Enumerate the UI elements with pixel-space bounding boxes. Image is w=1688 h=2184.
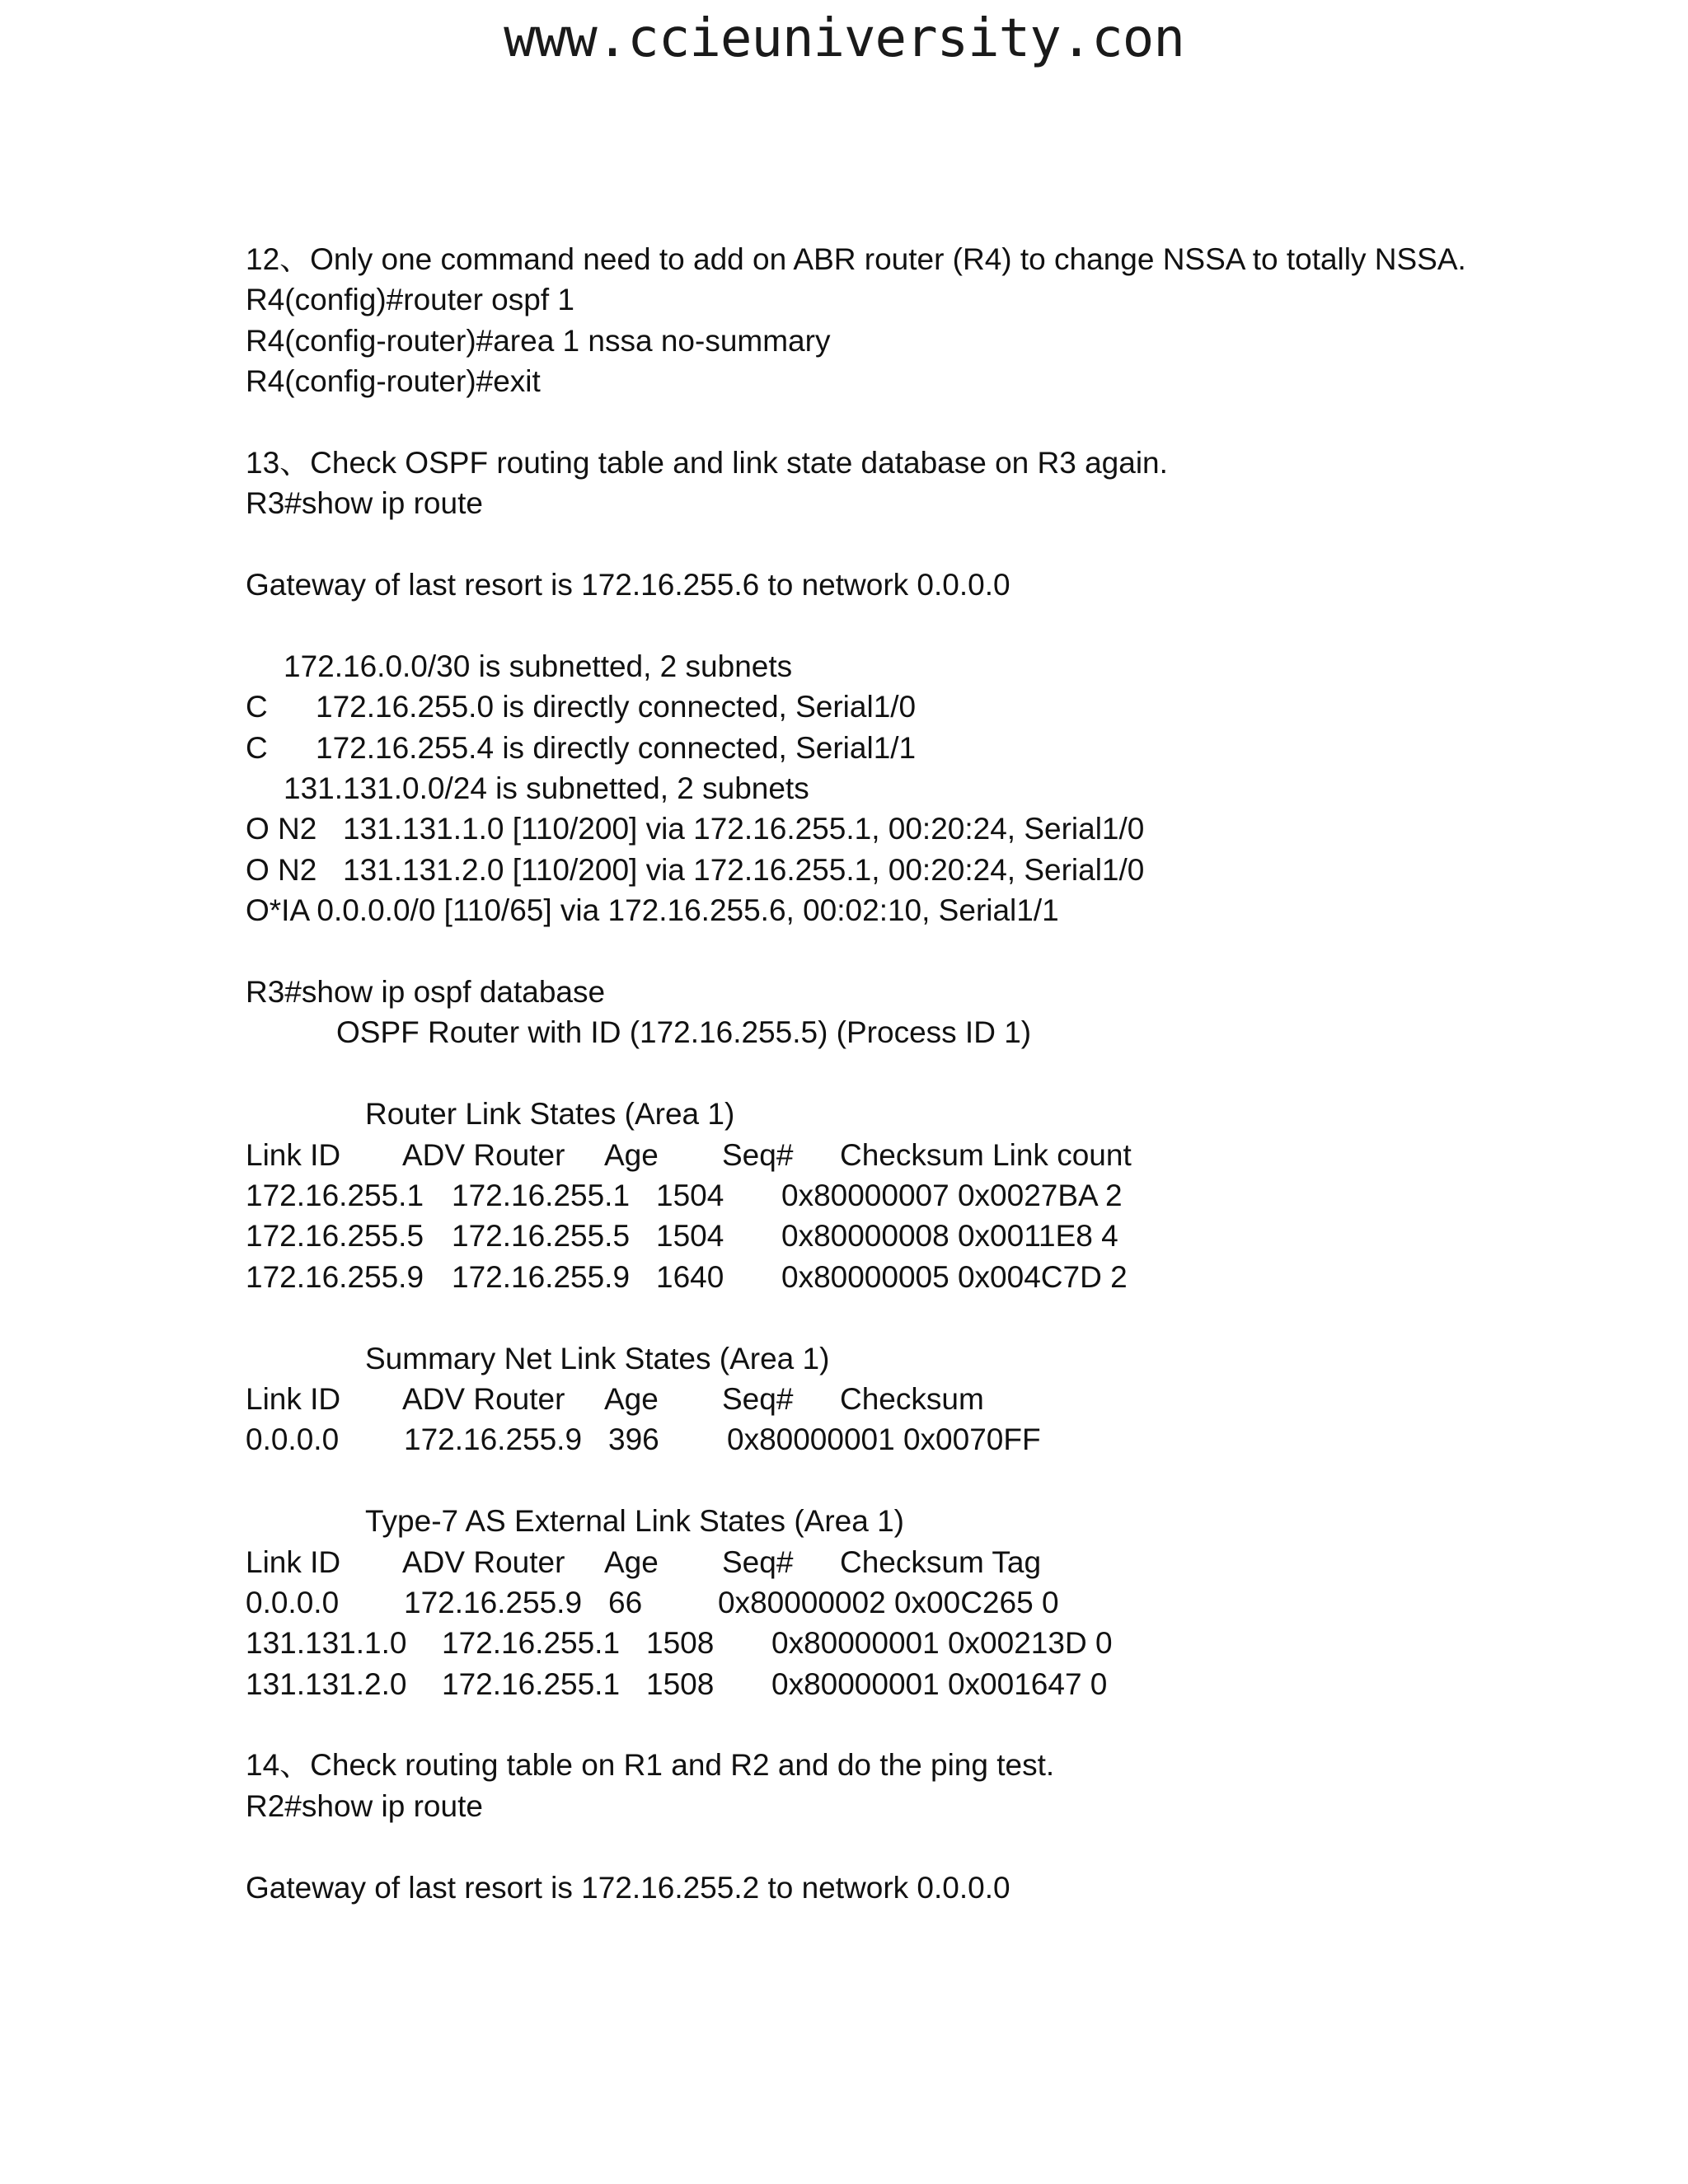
document-body	[246, 239, 1647, 1908]
section-title: Router Link States (Area 1)	[365, 1097, 735, 1132]
column-header: Age	[604, 1381, 659, 1416]
table-cell: 172.16.255.5	[246, 1219, 424, 1254]
table-cell: 172.16.255.1	[442, 1666, 621, 1701]
route-line	[246, 687, 1647, 727]
table-cell: 0.0.0.0	[246, 1422, 340, 1457]
subnet-line: 172.16.0.0/30 is subnetted, 2 subnets	[284, 649, 793, 683]
table-cell: 396	[608, 1422, 659, 1457]
column-header: Seq#	[722, 1137, 794, 1172]
column-header: Checksum Link count	[840, 1137, 1132, 1172]
command-line: R3#show ip route	[246, 486, 483, 521]
route-line	[246, 808, 1647, 849]
table-cell: 1508	[646, 1626, 715, 1661]
table-cell: 1504	[656, 1178, 724, 1212]
column-header: Checksum Tag	[840, 1544, 1042, 1579]
route-line: O*IA 0.0.0.0/0 [110/65] via 172.16.255.6, 00:02:10, Serial1/1	[246, 893, 1059, 928]
route-text: 131.131.1.0 [110/200] via 172.16.255.1, 00:20:24, Serial1/0	[343, 812, 1145, 846]
route-text: 131.131.2.0 [110/200] via 172.16.255.1, 00:20:24, Serial1/0	[343, 852, 1145, 887]
column-header: Link ID	[246, 1137, 341, 1172]
table-row	[246, 1216, 1647, 1256]
router-id-line: OSPF Router with ID (172.16.255.5) (Process ID 1)	[336, 1015, 1032, 1050]
table-cell: 172.16.255.1	[452, 1178, 631, 1212]
table-cell: 0x80000002 0x00C265 0	[718, 1585, 1059, 1619]
column-header: ADV Router	[402, 1137, 565, 1172]
table-cell: 0x80000001 0x00213D 0	[771, 1626, 1113, 1661]
table-cell: 172.16.255.5	[452, 1219, 631, 1254]
table-cell: 172.16.255.1	[246, 1178, 424, 1212]
table-cell: 0.0.0.0	[246, 1585, 340, 1619]
step-12-title: 12、Only one command need to add on ABR router (R4) to change NSSA to totally NSSA.	[246, 242, 1466, 276]
column-header: ADV Router	[402, 1381, 565, 1416]
command-line: R2#show ip route	[246, 1788, 483, 1823]
column-header: Age	[604, 1544, 659, 1579]
table-cell: 172.16.255.9	[404, 1422, 583, 1457]
table-cell: 172.16.255.1	[442, 1626, 621, 1661]
column-header: Checksum	[840, 1381, 984, 1416]
column-header: Link ID	[246, 1381, 341, 1416]
subnet-line: 131.131.0.0/24 is subnetted, 2 subnets	[284, 771, 809, 806]
section-title: Type-7 AS External Link States (Area 1)	[365, 1504, 904, 1539]
table-cell: 172.16.255.9	[404, 1585, 583, 1619]
table-row	[246, 1664, 1647, 1704]
table-row	[246, 1175, 1647, 1216]
table-cell: 172.16.255.9	[246, 1259, 424, 1294]
table-header	[246, 1542, 1647, 1582]
table-row	[246, 1623, 1647, 1663]
table-cell: 131.131.1.0	[246, 1626, 407, 1661]
command-line: R4(config-router)#exit	[246, 364, 541, 399]
table-header	[246, 1379, 1647, 1419]
table-cell: 66	[608, 1585, 643, 1619]
command-line: R4(config)#router ospf 1	[246, 283, 574, 317]
column-header: Link ID	[246, 1544, 341, 1579]
table-cell: 131.131.2.0	[246, 1666, 407, 1701]
table-cell: 0x80000001 0x0070FF	[727, 1422, 1041, 1457]
command-line: R4(config-router)#area 1 nssa no-summary	[246, 323, 831, 358]
route-code: O N2	[246, 812, 317, 846]
gateway-line: Gateway of last resort is 172.16.255.6 to network 0.0.0.0	[246, 568, 1010, 602]
table-cell: 1508	[646, 1666, 715, 1701]
step-14-title: 14、Check routing table on R1 and R2 and do the ping test.	[246, 1748, 1055, 1783]
table-cell: 0x80000008 0x0011E8 4	[781, 1219, 1118, 1254]
table-cell: 0x80000007 0x0027BA 2	[781, 1178, 1123, 1212]
route-code: O N2	[246, 852, 317, 887]
route-code: C	[246, 730, 268, 765]
table-row	[246, 1257, 1647, 1297]
route-text: 172.16.255.0 is directly connected, Serial1/0	[316, 690, 917, 724]
table-row	[246, 1419, 1647, 1460]
table-cell: 0x80000001 0x001647 0	[771, 1666, 1108, 1701]
site-header: www.ccieuniversity.con	[504, 8, 1184, 69]
table-row	[246, 1582, 1647, 1623]
table-cell: 1640	[656, 1259, 724, 1294]
table-cell: 1504	[656, 1219, 724, 1254]
route-text: 172.16.255.4 is directly connected, Serial1/1	[316, 730, 917, 765]
step-13-title: 13、Check OSPF routing table and link state database on R3 again.	[246, 445, 1168, 480]
route-code: C	[246, 690, 268, 724]
table-header	[246, 1135, 1647, 1175]
route-line	[246, 850, 1647, 890]
column-header: ADV Router	[402, 1544, 565, 1579]
table-cell: 0x80000005 0x004C7D 2	[781, 1259, 1128, 1294]
table-cell: 172.16.255.9	[452, 1259, 631, 1294]
column-header: Age	[604, 1137, 659, 1172]
route-line	[246, 728, 1647, 768]
gateway-line: Gateway of last resort is 172.16.255.2 to network 0.0.0.0	[246, 1870, 1010, 1905]
column-header: Seq#	[722, 1544, 794, 1579]
column-header: Seq#	[722, 1381, 794, 1416]
command-line: R3#show ip ospf database	[246, 975, 606, 1010]
section-title: Summary Net Link States (Area 1)	[365, 1341, 830, 1376]
